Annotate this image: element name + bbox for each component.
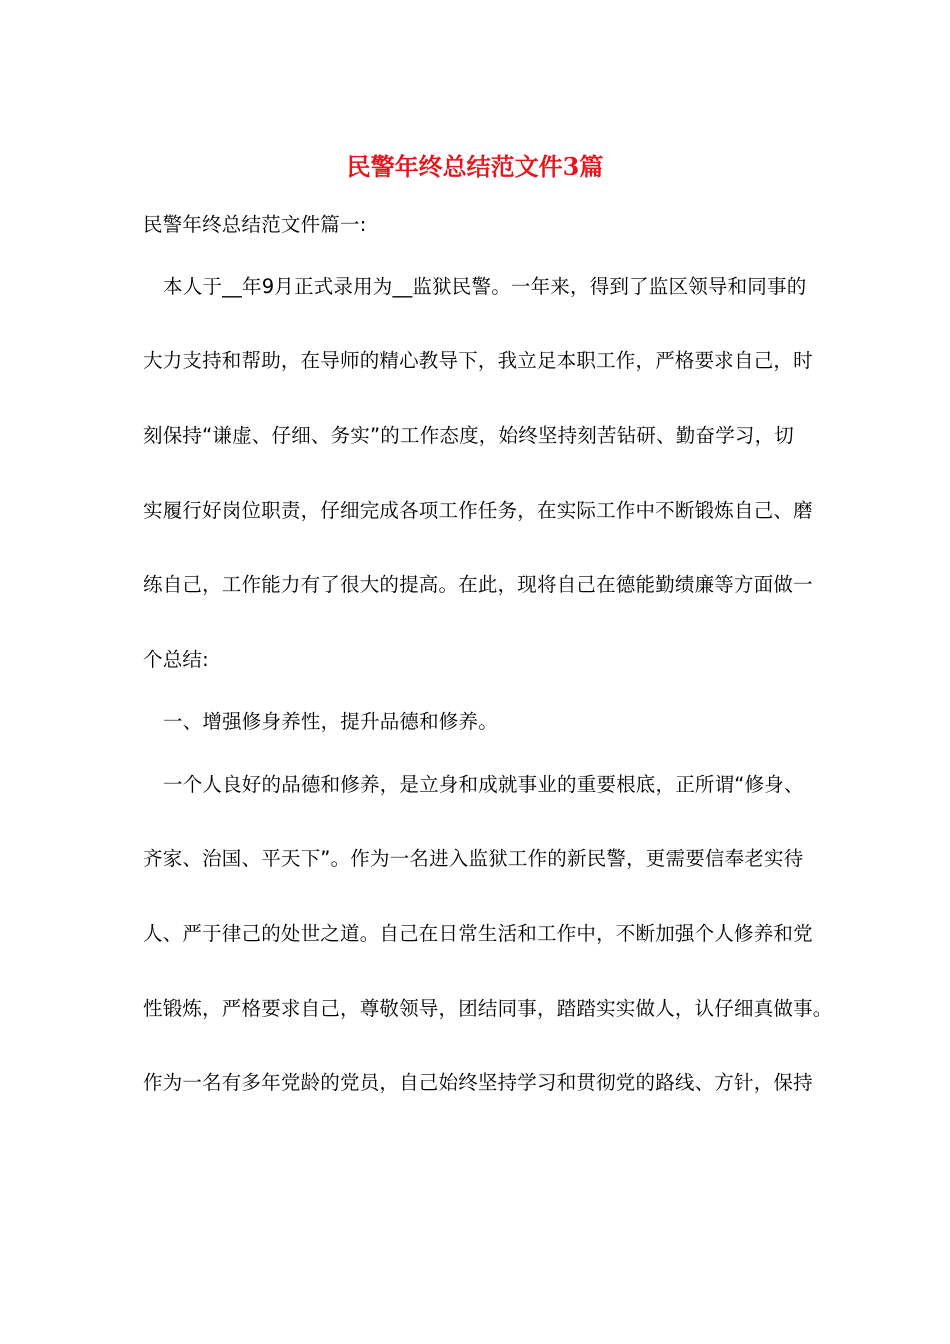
paragraph-line: 齐家、治国、平天下”。作为一名进入监狱工作的新民警，更需要信奉老实待 [143, 847, 804, 870]
paragraph-line: 实履行好岗位职责，仔细完成各项工作任务，在实际工作中不断锻炼自己、磨 [143, 499, 813, 522]
section-heading: 民警年终总结范文件篇一: [143, 213, 367, 236]
subheading-line: 一、增强修身养性，提升品德和修养。 [163, 710, 498, 733]
paragraph-line: 刻保持“谦虚、仔细、务实”的工作态度，始终坚持刻苦钻研、勤奋学习，切 [143, 424, 795, 447]
paragraph-line: 练自己，工作能力有了很大的提高。在此，现将自己在德能勤绩廉等方面做一 [143, 573, 813, 596]
paragraph-line: 作为一名有多年党龄的党员，自己始终坚持学习和贯彻党的路线、方针，保持 [143, 1071, 813, 1094]
paragraph-line: 人、严于律己的处世之道。自己在日常生活和工作中，不断加强个人修养和党 [143, 922, 813, 945]
paragraph-line: 大力支持和帮助，在导师的精心教导下，我立足本职工作，严格要求自己，时 [143, 349, 813, 372]
paragraph-line: 个总结: [143, 648, 209, 671]
paragraph-line: 一个人良好的品德和修养，是立身和成就事业的重要根底，正所谓“修身、 [163, 773, 804, 796]
document-title: 民警年终总结范文件3篇 [346, 152, 604, 181]
paragraph-line: 性锻炼，严格要求自己，尊敬领导，团结同事，踏踏实实做人，认仔细真做事。 [143, 997, 833, 1020]
paragraph-line: 本人于__年9月正式录用为__监狱民警。一年来，得到了监区领导和同事的 [163, 275, 807, 298]
